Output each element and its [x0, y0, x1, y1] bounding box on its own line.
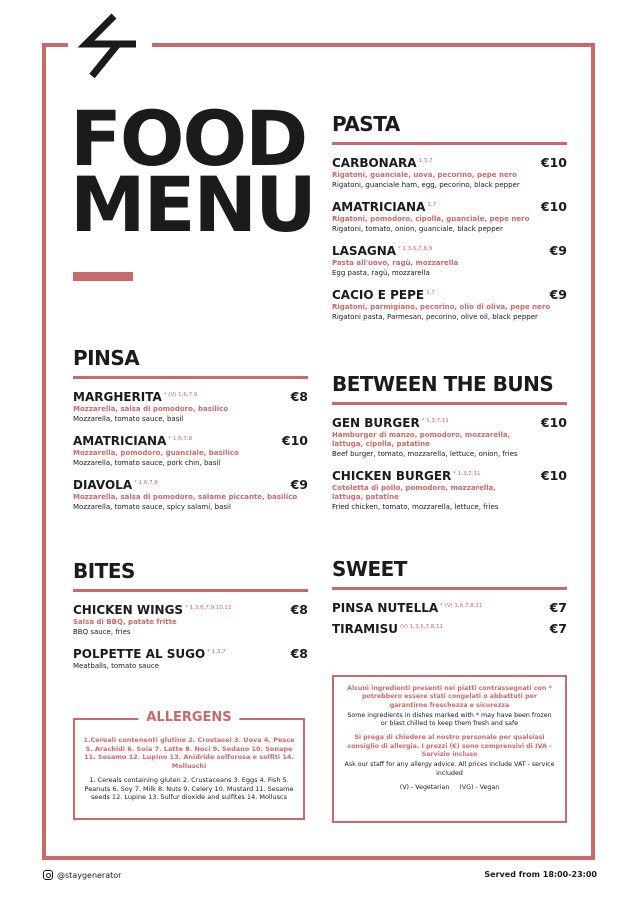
allergens-list-en: 1. Cereals containing gluten 2. Crustaceans 3. Eggs 4. Fish 5. Peanuts 6. Soy 7. Milk 8. Nuts 9. Celery 10. Mustard 11. Sesame seeds 12. Lupine 13. Sulfur dioxide and sulfites 14. Molluscs	[84, 776, 294, 801]
bites-section	[73, 559, 308, 680]
diet-legend: (V) - Vegetarian (VG) - Vegan	[399, 783, 500, 791]
frozen-note-en: Some ingredients in dishes marked with * may have been frozen or blast chilled to keep them fresh and safe	[347, 711, 552, 728]
item-desc-en: Meatballs, tomato sauce	[73, 662, 160, 670]
item-price: €10	[540, 468, 567, 483]
item-desc-it: Rigatoni, guanciale, uova, pecorino, pepe nero	[332, 171, 517, 179]
frozen-note-it: Alcuni ingredienti presenti nei piatti contrassegnati con * potrebbero essere stati congelati o abbattuti per garantirne freschezza e sicurezza	[347, 685, 552, 709]
section-divider	[332, 402, 567, 405]
section-title: BITES	[73, 559, 135, 583]
item-desc-it: Mozzarella, salsa di pomodoro, salame piccante, basilico	[73, 493, 298, 501]
section-divider	[332, 142, 567, 145]
page-title	[70, 94, 315, 249]
item-desc-it: Hamburger di manzo, pomodoro, mozzarella, lattuga, cipolla, patatine	[332, 431, 511, 448]
item-price: €10	[540, 199, 567, 214]
section-title: PINSA	[73, 346, 140, 370]
item-desc-en: Rigatoni pasta, Parmesan, pecorino, olive oil, black pepper	[332, 313, 538, 321]
item-price: €8	[290, 602, 308, 617]
item-name: CARBONARA $^{1,3,7}$	[332, 156, 433, 170]
item-price: €7	[549, 600, 567, 615]
staff-note-it: Si prega di chiedere al nostro personale per qualsiasi consiglio di allergia. I prezzi (€) sono comprensivi di IVA - Servizio incluso	[347, 734, 552, 759]
menu-item	[73, 433, 308, 468]
item-price: €7	[549, 621, 567, 636]
handle-text: @staygenerator	[57, 870, 122, 880]
section-divider	[332, 587, 567, 590]
sweet-section	[332, 557, 567, 645]
menu-item	[73, 602, 308, 637]
item-desc-en: Fried chicken, tomato, mozzarella, lettuce, fries	[332, 503, 499, 511]
social-handle[interactable]	[43, 870, 121, 880]
pasta-section	[332, 112, 567, 331]
instagram-icon	[43, 870, 53, 880]
item-name: TIRAMISU $^{(V) 1,3,5,7,8,11}$	[332, 622, 444, 636]
title-line-menu: MENU	[70, 160, 315, 249]
item-name: CHICKEN BURGER $^{* 1,3,7,11}$	[332, 469, 481, 483]
section-divider	[73, 376, 308, 379]
item-name: MARGHERITA $^{* (V) 1,6,7,8}$	[73, 390, 198, 404]
item-desc-en: Mozzarella, tomato sauce, pork chin, basil	[73, 459, 221, 467]
item-name: PINSA NUTELLA $^{* (V) 1,6,7,8,11}$	[332, 601, 483, 615]
item-desc-en: Beef burger, tomato, mozzarella, lettuce, onion, fries	[332, 450, 518, 458]
item-name: AMATRICIANA $^{* 1,6,7,8}$	[73, 434, 193, 448]
menu-item	[332, 600, 567, 615]
item-desc-en: Mozzarella, tomato sauce, spicy salami, basil	[73, 503, 231, 511]
menu-item	[332, 468, 567, 512]
item-name: AMATRICIANA $^{1,7}$	[332, 200, 437, 214]
item-desc-en: Mozzarella, tomato sauce, basil	[73, 415, 184, 423]
allergens-title: ALLERGENS	[138, 710, 239, 725]
item-name: CACIO E PEPE $^{1,7}$	[332, 288, 435, 302]
item-price: €10	[540, 155, 567, 170]
item-desc-it: Salsa di BBQ, patate fritte	[73, 618, 177, 626]
item-desc-en: BBQ sauce, fries	[73, 628, 131, 636]
item-desc-it: Rigatoni, pomodoro, cipolla, guanciale, pepe nero	[332, 215, 530, 223]
buns-section	[332, 372, 567, 521]
item-name: CHICKEN WINGS $^{* 1,3,6,7,9,10,13}$	[73, 603, 232, 617]
item-name: DIAVOLA $^{* 1,6,7,8}$	[73, 478, 158, 492]
item-desc-it: Mozzarella, pomodoro, guanciale, basilico	[73, 449, 239, 457]
title-line-food: FOOD	[70, 94, 307, 183]
item-desc-it: Pasta all'uovo, ragù, mozzarella	[332, 259, 459, 267]
item-desc-it: Mozzarella, salsa di pomodoro, basilico	[73, 405, 229, 413]
item-desc-en: Rigatoni, guanciale ham, egg, pecorino, black pepper	[332, 181, 520, 189]
lightning-bolt-logo	[74, 10, 144, 82]
menu-item	[332, 243, 567, 278]
service-hours: Served from 18:00-23:00	[484, 870, 597, 879]
notes-box	[332, 675, 567, 823]
section-title: SWEET	[332, 557, 407, 581]
menu-item	[73, 389, 308, 424]
item-desc-en: Rigatoni, tomato, onion, guanciale, black pepper	[332, 225, 503, 233]
item-name: POLPETTE AL SUGO $^{* 1,3,7}$	[73, 647, 226, 661]
menu-item	[73, 477, 308, 512]
item-price: €9	[549, 243, 567, 258]
staff-note-en: Ask our staff for any allergy advice. All prices include VAT - service included	[344, 761, 555, 777]
item-price: €9	[290, 477, 308, 492]
menu-item	[332, 287, 567, 322]
section-divider	[73, 589, 308, 592]
item-desc-en: Egg pasta, ragù, mozzarella	[332, 269, 430, 277]
item-desc-it: Cotoletta di pollo, pomodoro, mozzarella, lattuga, patatine	[332, 484, 496, 501]
allergens-list-it: 1.Cereali contenenti glutine 2. Crostacei 3. Uova 4. Pesce 5. Arachidi 6. Soia 7. Latte 8. Noci 9. Sedano 10. Senape 11. Sesamo 12. Lupino 13. Anidride solforosa e solfiti 14. Molluschi	[83, 736, 295, 770]
item-price: €10	[281, 433, 308, 448]
item-name: GEN BURGER $^{* 1,3,7,11}$	[332, 416, 449, 430]
menu-item	[73, 646, 308, 671]
section-title: BETWEEN THE BUNS	[332, 372, 554, 396]
item-price: €8	[290, 646, 308, 661]
item-price: €9	[549, 287, 567, 302]
menu-item	[332, 155, 567, 190]
item-desc-it: Rigatoni, parmigiano, pecorino, olio di oliva, pepe nero	[332, 303, 551, 311]
allergens-box	[73, 710, 305, 820]
item-price: €10	[540, 415, 567, 430]
menu-item	[332, 199, 567, 234]
menu-item	[332, 621, 567, 636]
section-title: PASTA	[332, 112, 400, 136]
item-price: €8	[290, 389, 308, 404]
title-accent-bar	[73, 272, 133, 281]
pinsa-section	[73, 346, 308, 521]
item-name: LASAGNA $^{* 1,3,6,7,8,9}$	[332, 244, 433, 258]
menu-item	[332, 415, 567, 459]
